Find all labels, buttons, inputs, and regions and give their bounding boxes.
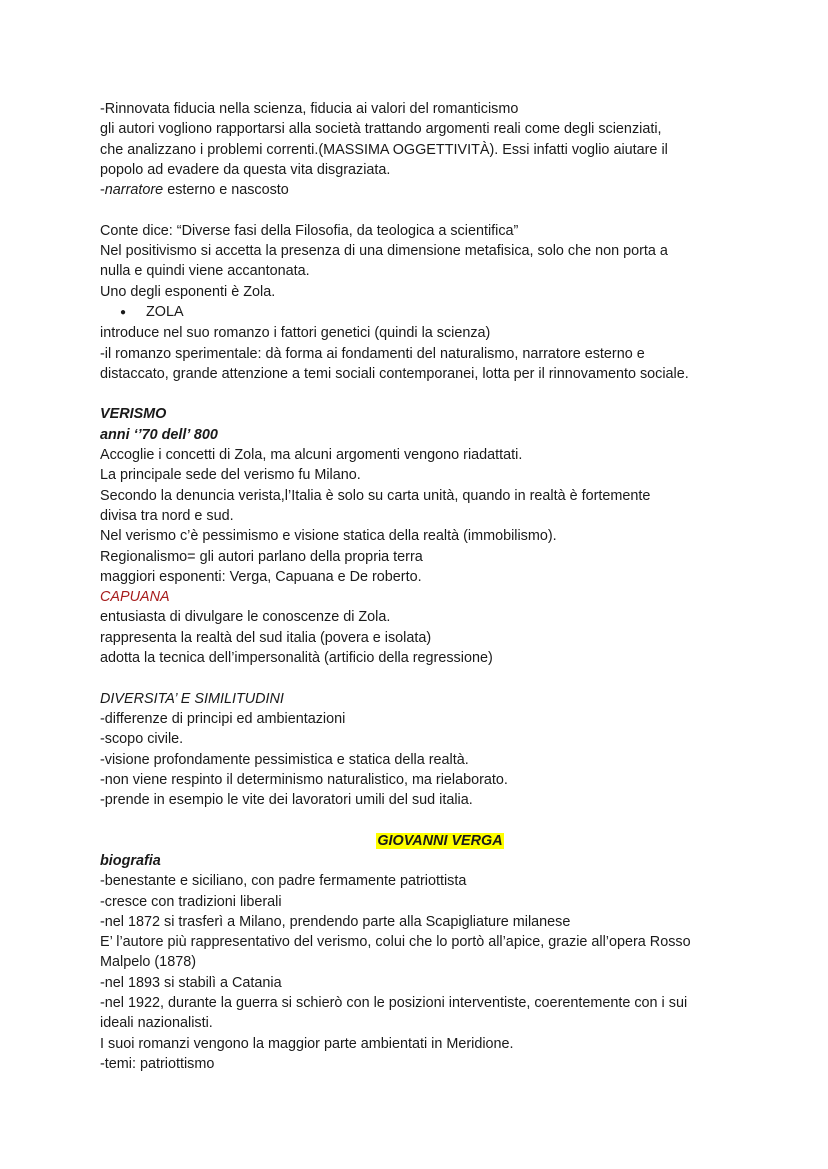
verismo-line-6: Regionalismo= gli autori parlano della propria terra: [100, 548, 423, 565]
verga-line-10: -temi: patriottismo: [100, 1055, 215, 1072]
verismo-subheading: anni ‘’70 dell’ 800: [100, 426, 218, 443]
verga-line-8: ideali nazionalisti.: [100, 1015, 213, 1032]
intro-line-3: che analizzano i problemi correnti.(MASSIMA OGGETTIVITÀ). Essi infatti voglio aiutare il: [100, 141, 668, 158]
verga-line-3: -nel 1872 si trasferì a Milano, prendendo parte alla Scapigliature milanese: [100, 913, 571, 930]
intro-line-4: popolo ad evadere da questa vita disgraziata.: [100, 161, 391, 178]
verismo-line-5: Nel verismo c’è pessimismo e visione statica della realtà (immobilismo).: [100, 528, 557, 545]
verismo-line-4: divisa tra nord e sud.: [100, 507, 234, 524]
verga-line-9: I suoi romanzi vengono la maggior parte ambientati in Meridione.: [100, 1035, 514, 1052]
diversita-heading: DIVERSITA’ E SIMILITUDINI: [100, 690, 284, 707]
intro-line-5-rest: esterno e nascosto: [163, 182, 289, 199]
verismo-line-7: maggiori esponenti: Verga, Capuana e De roberto.: [100, 568, 422, 585]
verismo-line-1: Accoglie i concetti di Zola, ma alcuni argomenti vengono riadattati.: [100, 447, 523, 464]
blank-line: [100, 200, 740, 220]
positivismo-line-2: Nel positivismo si accetta la presenza di una dimensione metafisica, solo che non porta a: [100, 243, 668, 260]
verga-line-4: E’ l’autore più rappresentativo del verismo, colui che lo portò all’apice, grazie all’opera Rosso: [100, 934, 691, 951]
bullet-icon: ●: [120, 306, 127, 318]
positivismo-line-6: -il romanzo sperimentale: dà forma ai fondamenti del naturalismo, narratore esterno e: [100, 345, 645, 362]
positivismo-line-4: Uno degli esponenti è Zola.: [100, 283, 276, 300]
verismo-line-2: La principale sede del verismo fu Milano.: [100, 467, 361, 484]
verga-title-line: [100, 831, 740, 851]
intro-line-5: [100, 180, 740, 200]
diversita-line-3: -visione profondamente pessimistica e statica della realtà.: [100, 751, 469, 768]
diversita-line-5: -prende in esempio le vite dei lavoratori umili del sud italia.: [100, 792, 473, 809]
intro-line-1: -Rinnovata fiducia nella scienza, fiducia ai valori del romanticismo: [100, 101, 519, 117]
verga-line-1: -benestante e siciliano, con padre fermamente patriottista: [100, 873, 467, 890]
verismo-line-10: adotta la tecnica dell’impersonalità (artificio della regressione): [100, 650, 493, 667]
intro-line-2: gli autori vogliono rapportarsi alla società trattando argomenti reali come degli scienziati,: [100, 121, 662, 138]
verismo-line-9: rappresenta la realtà del sud italia (povera e isolata): [100, 629, 432, 646]
bullet-item-zola: [100, 302, 740, 323]
verga-line-5: Malpelo (1878): [100, 954, 196, 971]
verismo-line-8: entusiasta di divulgare le conoscenze di Zola.: [100, 609, 391, 626]
verga-line-7: -nel 1922, durante la guerra si schierò con le posizioni interventiste, coerentemente con i sui: [100, 995, 688, 1012]
positivismo-line-5: introduce nel suo romanzo i fattori genetici (quindi la scienza): [100, 325, 491, 342]
bullet-label-zola: ZOLA: [146, 303, 184, 320]
verismo-line-3: Secondo la denuncia verista,l’Italia è solo su carta unità, quando in realtà è fortemente: [100, 487, 651, 504]
intro-line-5-prefix: -: [100, 182, 105, 199]
narratore-italic-word: narratore: [104, 182, 164, 199]
verismo-heading: VERISMO: [100, 406, 167, 423]
blank-line: [100, 668, 740, 688]
diversita-line-4: -non viene respinto il determinismo naturalistico, ma rielaborato.: [100, 771, 508, 788]
verga-line-6: -nel 1893 si stabilì a Catania: [100, 974, 282, 991]
blank-line: [100, 810, 740, 830]
blank-line: [100, 384, 740, 404]
verga-subheading: biografia: [100, 852, 161, 869]
diversita-line-2: -scopo civile.: [100, 731, 184, 748]
capuana-heading: CAPUANA: [100, 589, 170, 606]
diversita-line-1: -differenze di principi ed ambientazioni: [100, 710, 346, 727]
positivismo-line-1: Conte dice: “Diverse fasi della Filosofia, da teologica a scientifica”: [100, 222, 519, 239]
verga-title: GIOVANNI VERGA: [377, 832, 503, 849]
positivismo-line-7: distaccato, grande attenzione a temi sociali contemporanei, lotta per il rinnovamento sociale.: [100, 365, 689, 382]
verga-line-2: -cresce con tradizioni liberali: [100, 893, 282, 910]
document-page: [100, 99, 740, 1074]
positivismo-line-3: nulla e quindi viene accantonata.: [100, 263, 310, 280]
